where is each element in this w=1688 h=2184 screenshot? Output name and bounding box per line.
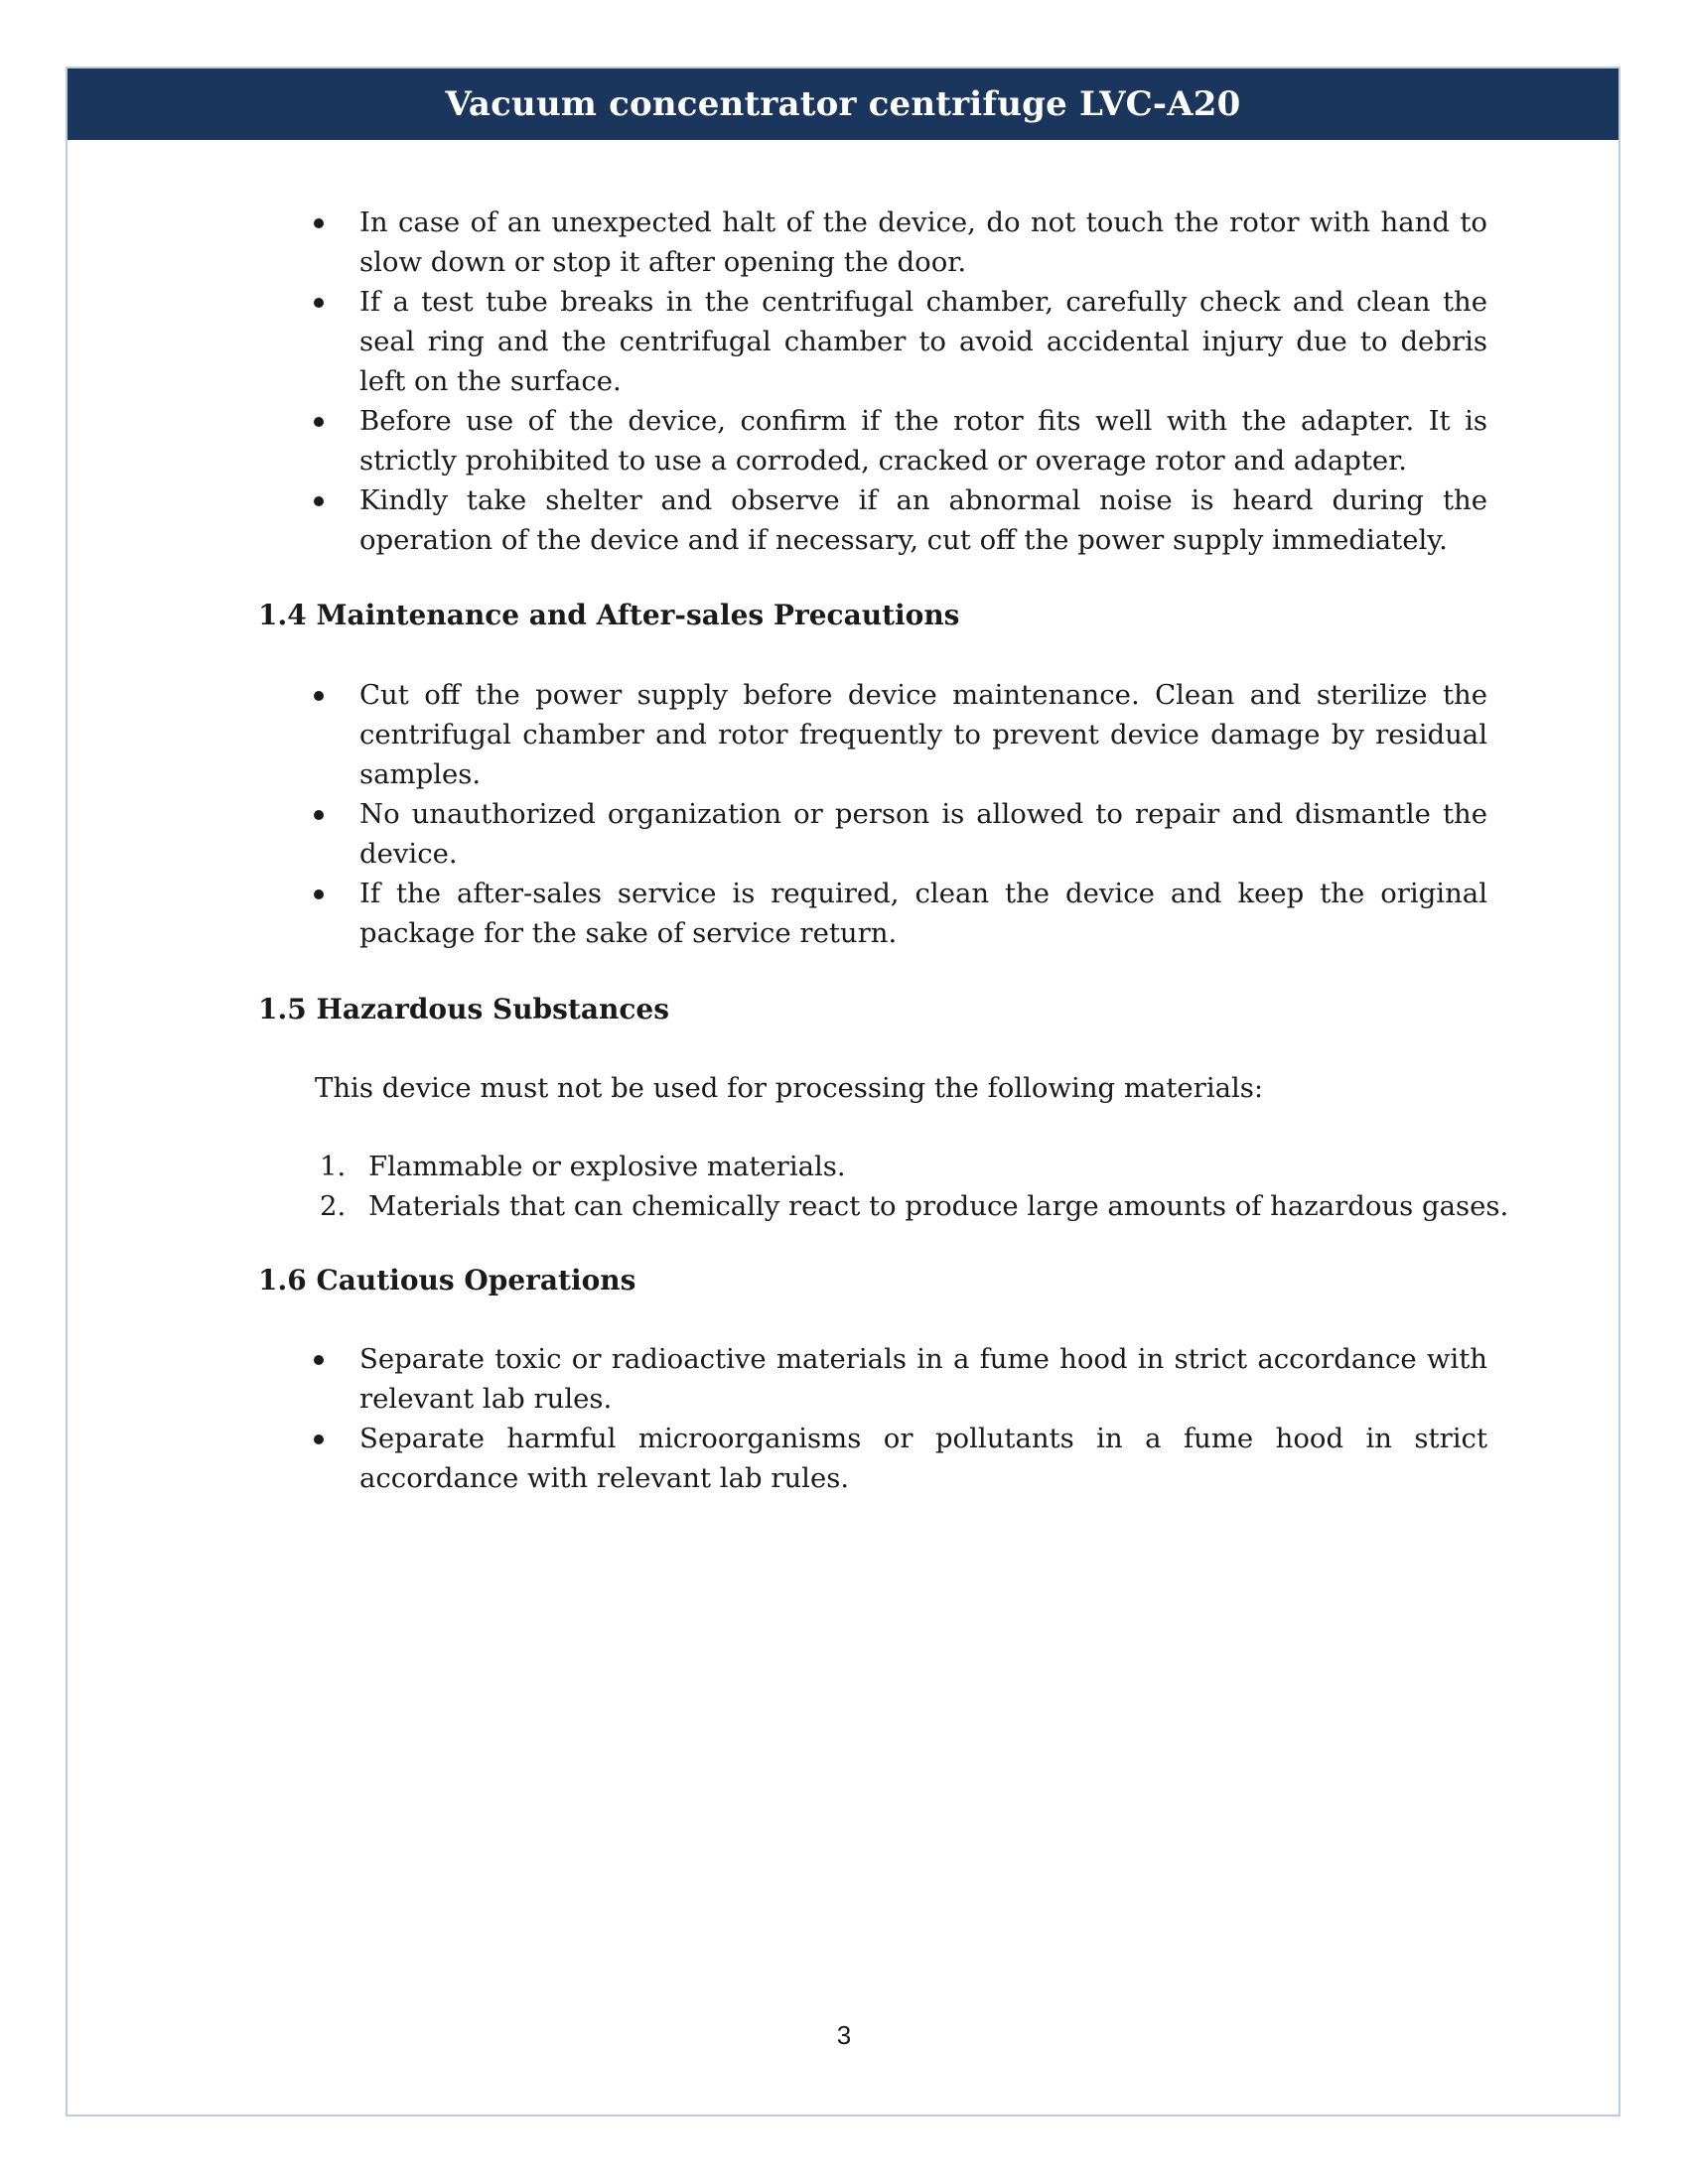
bullet-icon — [314, 1355, 324, 1365]
bullet-icon — [314, 496, 324, 506]
list-item: 2. Materials that can chemically react to produce large amounts of hazardous gases. — [0, 1186, 1508, 1226]
list-item: Separate harmful microorganisms or pollutants in a fume hood in strict accordance with relevant lab rules. — [0, 1419, 1487, 1498]
document-header-title: Vacuum concentrator centrifuge LVC-A20 — [68, 68, 1618, 140]
bullet-icon — [314, 889, 324, 899]
hazard-numbered-list — [0, 1147, 1508, 1226]
list-item: Before use of the device, confirm if the rotor fits well with the adapter. It is strictly prohibited to use a corroded, cracked or overage rotor and adapter. — [0, 401, 1487, 480]
list-number: 2. — [320, 1190, 347, 1222]
list-item: If the after-sales service is required, clean the device and keep the original package for the sake of service return. — [0, 874, 1487, 953]
cautious-bullet-list — [0, 1339, 1487, 1498]
page-number: 3 — [836, 2020, 852, 2050]
bullet-icon — [314, 1434, 324, 1444]
list-item: No unauthorized organization or person is allowed to repair and dismantle the device. — [0, 794, 1487, 874]
list-item: Kindly take shelter and observe if an abnormal noise is heard during the operation of the device and if necessary, cut off the power supply immediately. — [0, 480, 1487, 560]
hazard-intro-text: This device must not be used for processing the following materials: — [315, 1072, 1264, 1104]
list-item: If a test tube breaks in the centrifugal chamber, carefully check and clean the seal ring and the centrifugal chamber to avoid accidental injury due to debris left on the surface. — [0, 282, 1487, 401]
list-number: 1. — [320, 1151, 347, 1182]
section-heading-1-6: 1.6 Cautious Operations — [258, 1264, 636, 1297]
section-heading-1-5: 1.5 Hazardous Substances — [258, 993, 669, 1025]
bullet-icon — [314, 417, 324, 427]
bullet-icon — [314, 691, 324, 701]
maintenance-bullet-list — [0, 675, 1487, 953]
intro-bullet-list — [0, 203, 1487, 560]
list-item: 1. Flammable or explosive materials. — [0, 1147, 1508, 1186]
bullet-icon — [314, 218, 324, 228]
bullet-icon — [314, 810, 324, 820]
section-heading-1-4: 1.4 Maintenance and After-sales Precautions — [258, 599, 960, 631]
list-item: In case of an unexpected halt of the device, do not touch the rotor with hand to slow down or stop it after opening the door. — [0, 203, 1487, 282]
list-item: Separate toxic or radioactive materials in a fume hood in strict accordance with relevant lab rules. — [0, 1339, 1487, 1419]
bullet-icon — [314, 298, 324, 308]
list-item: Cut off the power supply before device maintenance. Clean and sterilize the centrifugal chamber and rotor frequently to prevent device damage by residual samples. — [0, 675, 1487, 794]
